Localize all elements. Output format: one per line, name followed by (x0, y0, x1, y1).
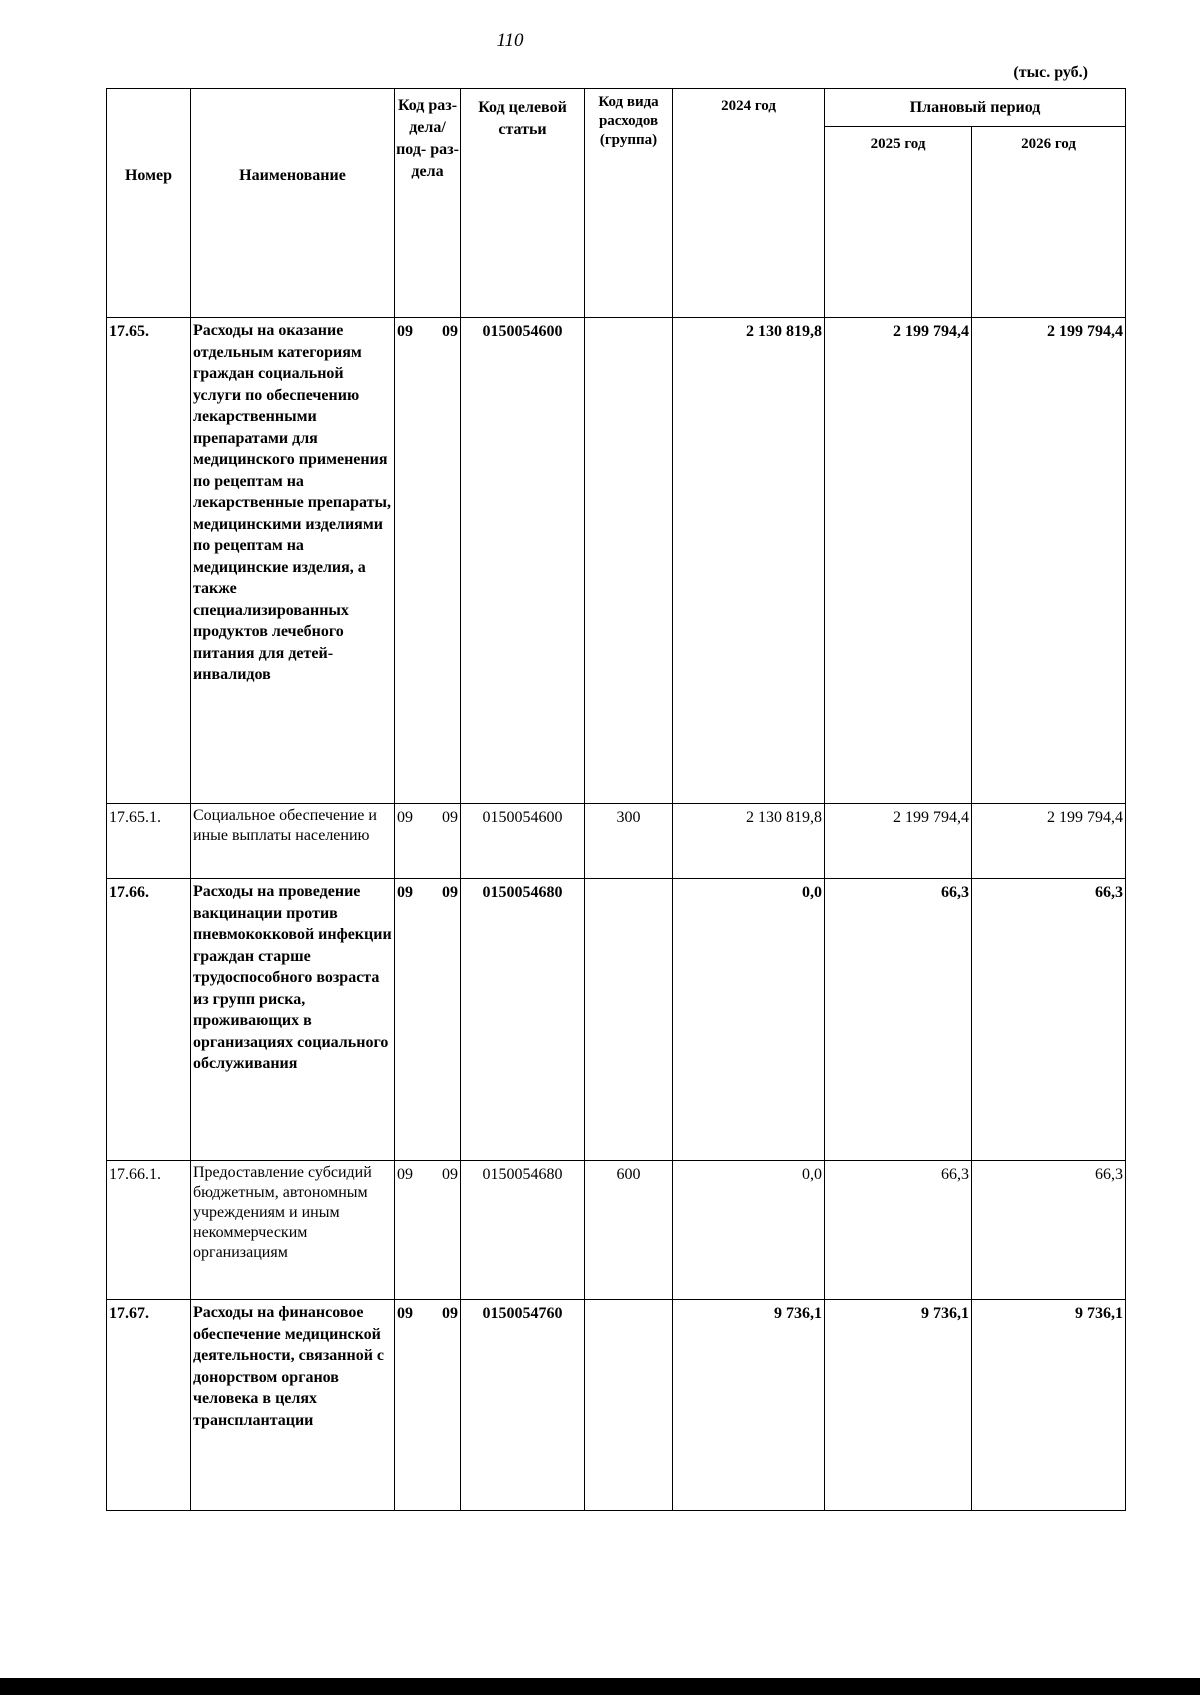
row-2025: 66,3 (825, 1161, 972, 1300)
razdel-code: 09 (397, 1305, 413, 1322)
table-row (107, 1161, 1126, 1300)
row-2025: 2 199 794,4 (825, 804, 972, 879)
row-2024: 2 130 819,8 (673, 318, 825, 804)
row-vid: 600 (585, 1161, 673, 1300)
row-razdel (395, 1161, 461, 1300)
header-vid: Код вида расходов (группа) (585, 89, 673, 318)
razdel-code: 09 (397, 1166, 413, 1183)
row-celev: 0150054600 (461, 318, 585, 804)
row-2026: 2 199 794,4 (972, 804, 1126, 879)
header-celev: Код целевой статьи (461, 89, 585, 318)
podrazdel-code: 09 (442, 884, 458, 901)
table-row (107, 879, 1126, 1161)
row-vid (585, 879, 673, 1161)
podrazdel-code: 09 (442, 809, 458, 826)
row-celev: 0150054760 (461, 1300, 585, 1511)
razdel-code: 09 (397, 809, 413, 826)
row-name: Социальное обеспечение и иные выплаты населению (191, 804, 395, 879)
header-razdel: Код раз- дела/ под- раз- дела (395, 89, 461, 318)
row-2024: 0,0 (673, 1161, 825, 1300)
row-name: Расходы на проведение вакцинации против пневмококковой инфекции граждан старше трудоспособного возраста из групп риска, проживающих в организациях социального обслуживания (191, 879, 395, 1161)
row-number: 17.67. (107, 1300, 191, 1511)
row-number: 17.65. (107, 318, 191, 804)
razdel-code: 09 (397, 884, 413, 901)
row-razdel (395, 318, 461, 804)
table-row (107, 804, 1126, 879)
row-number: 17.66. (107, 879, 191, 1161)
row-2024: 9 736,1 (673, 1300, 825, 1511)
table-row (107, 318, 1126, 804)
header-number: Номер (107, 89, 191, 318)
row-number: 17.65.1. (107, 804, 191, 879)
header-2025: 2025 год (825, 127, 972, 318)
header-2026: 2026 год (972, 127, 1126, 318)
row-2024: 0,0 (673, 879, 825, 1161)
row-2026: 2 199 794,4 (972, 318, 1126, 804)
podrazdel-code: 09 (442, 1166, 458, 1183)
row-razdel (395, 879, 461, 1161)
header-2024: 2024 год (673, 89, 825, 318)
row-2025: 2 199 794,4 (825, 318, 972, 804)
row-celev: 0150054680 (461, 879, 585, 1161)
row-2025: 66,3 (825, 879, 972, 1161)
row-2026: 66,3 (972, 1161, 1126, 1300)
row-2024: 2 130 819,8 (673, 804, 825, 879)
row-number: 17.66.1. (107, 1161, 191, 1300)
row-vid (585, 1300, 673, 1511)
page-number: 110 (496, 30, 524, 51)
razdel-code: 09 (397, 323, 413, 340)
row-2025: 9 736,1 (825, 1300, 972, 1511)
row-razdel (395, 1300, 461, 1511)
table-row (107, 1300, 1126, 1511)
scan-edge-bar (0, 1678, 1200, 1695)
row-celev: 0150054680 (461, 1161, 585, 1300)
row-razdel (395, 804, 461, 879)
row-name: Расходы на оказание отдельным категориям граждан социальной услуги по обеспечению лекарственными препаратами для медицинского применения по рецептам на лекарственные препараты, медицинскими изделиями по рецептам на медицинские изделия, а также специализированных продуктов лечебного питания для детей-инвалидов (191, 318, 395, 804)
row-name: Предоставление субсидий бюджетным, автономным учреждениям и иным некоммерческим организациям (191, 1161, 395, 1300)
row-vid: 300 (585, 804, 673, 879)
units-label: (тыс. руб.) (1013, 64, 1088, 81)
row-2026: 66,3 (972, 879, 1126, 1161)
row-name: Расходы на финансовое обеспечение медицинской деятельности, связанной с донорством органов человека в целях трансплантации (191, 1300, 395, 1511)
budget-table (106, 88, 1126, 1511)
header-plan-period: Плановый период (825, 89, 1126, 127)
row-2026: 9 736,1 (972, 1300, 1126, 1511)
header-row-top (107, 89, 1126, 127)
row-vid (585, 318, 673, 804)
podrazdel-code: 09 (442, 323, 458, 340)
header-name: Наименование (191, 89, 395, 318)
row-celev: 0150054600 (461, 804, 585, 879)
podrazdel-code: 09 (442, 1305, 458, 1322)
